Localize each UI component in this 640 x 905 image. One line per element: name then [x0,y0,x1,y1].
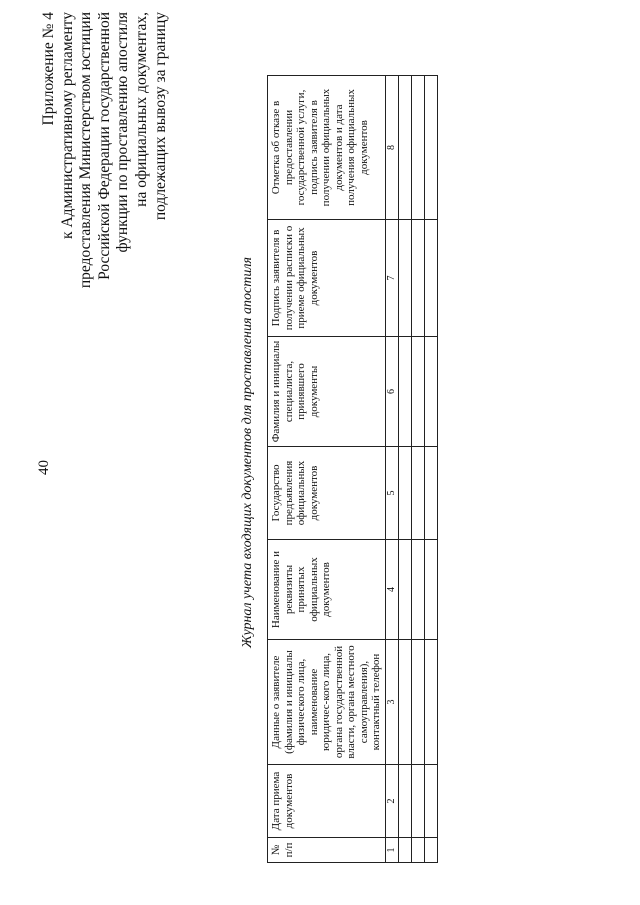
table-cell [411,220,424,337]
table-cell [424,540,437,640]
table-cell [424,337,437,447]
table-cell [424,765,437,838]
column-number: 6 [385,337,398,447]
table-cell [411,447,424,540]
table-cell [424,76,437,220]
column-header-documents: Наименование и реквизиты принятых официальных документов [268,540,386,640]
table-cell [424,838,437,863]
appendix-line: на официальных документах, [132,12,150,207]
column-number: 8 [385,76,398,220]
table-cell [398,220,411,337]
table-cell [398,540,411,640]
column-header-number: № п/п [268,838,386,863]
journal-table [267,75,438,863]
journal-title: Журнал учета входящих документов для проставления апостиля [240,257,255,648]
table-cell [411,838,424,863]
table-cell [424,220,437,337]
appendix-line: предоставления Министерством юстиции [77,12,95,289]
table-row [424,76,437,863]
column-number: 1 [385,838,398,863]
appendix-line: функции по проставлению апостиля [114,12,132,253]
table-cell [398,765,411,838]
table-cell [398,76,411,220]
column-number: 4 [385,540,398,640]
table-cell [411,76,424,220]
table-cell [398,337,411,447]
table-cell [424,640,437,765]
appendix-line: к Административному регламенту [58,12,76,239]
column-header-specialist: Фамилия и инициалы специалиста, принявшего документы [268,337,386,447]
table-cell [411,540,424,640]
table-cell [398,447,411,540]
table-cell [411,765,424,838]
column-number: 7 [385,220,398,337]
table-header-row [268,76,386,863]
page-number: 40 [36,460,52,475]
appendix-line: Российской Федерации государственной [95,12,113,280]
appendix-line: Приложение № 4 [40,12,57,126]
column-header-signature: Подпись заявителя в получении расписки о приеме официальных документов [268,220,386,337]
table-cell [411,337,424,447]
table-cell [398,838,411,863]
column-number-row [385,76,398,863]
column-header-date: Дата приема документов [268,765,386,838]
column-header-refusal: Отметка об отказе в предоставлении государственной услуги, подпись заявителя в получении официальных документов и дата получения официальных документов [268,76,386,220]
column-number: 5 [385,447,398,540]
table-cell [398,640,411,765]
table-cell [411,640,424,765]
appendix-header [40,12,170,532]
table-row [398,76,411,863]
appendix-line: подлежащих вывозу за границу [151,12,169,221]
table-row [411,76,424,863]
column-header-applicant: Данные о заявителе (фамилия и инициалы физического лица, наименование юридичес-кого лица, органа государственной власти, органа местного самоуправления), контактный телефон [268,640,386,765]
column-number: 3 [385,640,398,765]
column-number: 2 [385,765,398,838]
column-header-country: Государство предъявления официальных документов [268,447,386,540]
table-cell [424,447,437,540]
